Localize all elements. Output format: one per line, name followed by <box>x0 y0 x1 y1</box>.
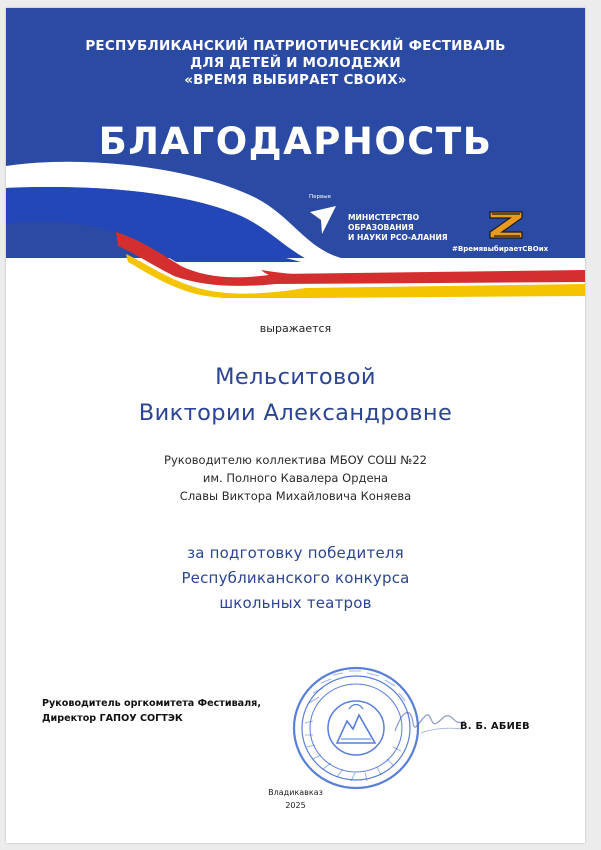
pervye-logo-label: Первые <box>309 194 331 200</box>
role-line-3: Славы Виктора Михайловича Коняева <box>179 489 412 503</box>
document-title: БЛАГОДАРНОСТЬ <box>98 120 493 163</box>
handwritten-signature-icon <box>391 703 471 743</box>
year-label: 2025 <box>285 801 306 810</box>
place-and-year <box>6 786 585 812</box>
signer-position-line-1: Руководитель оргкомитета Фестиваля, <box>42 698 261 709</box>
ministry-line-3: И НАУКИ РСО-АЛАНИЯ <box>348 233 448 242</box>
certificate-sheet <box>6 8 585 843</box>
festival-title-line-1: РЕСПУБЛИКАНСКИЙ ПАТРИОТИЧЕСКИЙ ФЕСТИВАЛЬ <box>85 38 506 54</box>
recipient-surname: Мельситовой <box>215 364 376 390</box>
reason-line-3: школьных театров <box>219 594 372 612</box>
signer-position <box>42 696 261 726</box>
signer-position-line-2: Директор ГАПОУ СОГТЭК <box>42 713 183 724</box>
pervye-logo-icon <box>306 198 340 238</box>
recipient-given-names: Виктории Александровне <box>138 400 453 426</box>
ministry-line-1: МИНИСТЕРСТВО <box>348 213 420 222</box>
role-line-1: Руководителю коллектива МБОУ СОШ №22 <box>164 453 427 467</box>
reason-line-1: за подготовку победителя <box>187 544 404 562</box>
role-line-2: им. Полного Кавалера Ордена <box>202 471 389 485</box>
signer-name: В. Б. АБИЕВ <box>460 721 530 732</box>
z-ribbon-icon <box>486 208 526 240</box>
festival-title-line-3: «ВРЕМЯ ВЫБИРАЕТ СВОИХ» <box>184 72 407 88</box>
reason-line-2: Республиканского конкурса <box>181 569 410 587</box>
expresses-label: выражается <box>259 322 332 335</box>
festival-title-line-2: ДЛЯ ДЕТЕЙ И МОЛОДЕЖИ <box>190 55 401 71</box>
hashtag-label: #ВремявыбираетСВОих <box>452 245 549 253</box>
ministry-logo-text <box>348 213 448 243</box>
place-label: Владикавказ <box>268 788 323 797</box>
ministry-line-2: ОБРАЗОВАНИЯ <box>348 223 414 232</box>
